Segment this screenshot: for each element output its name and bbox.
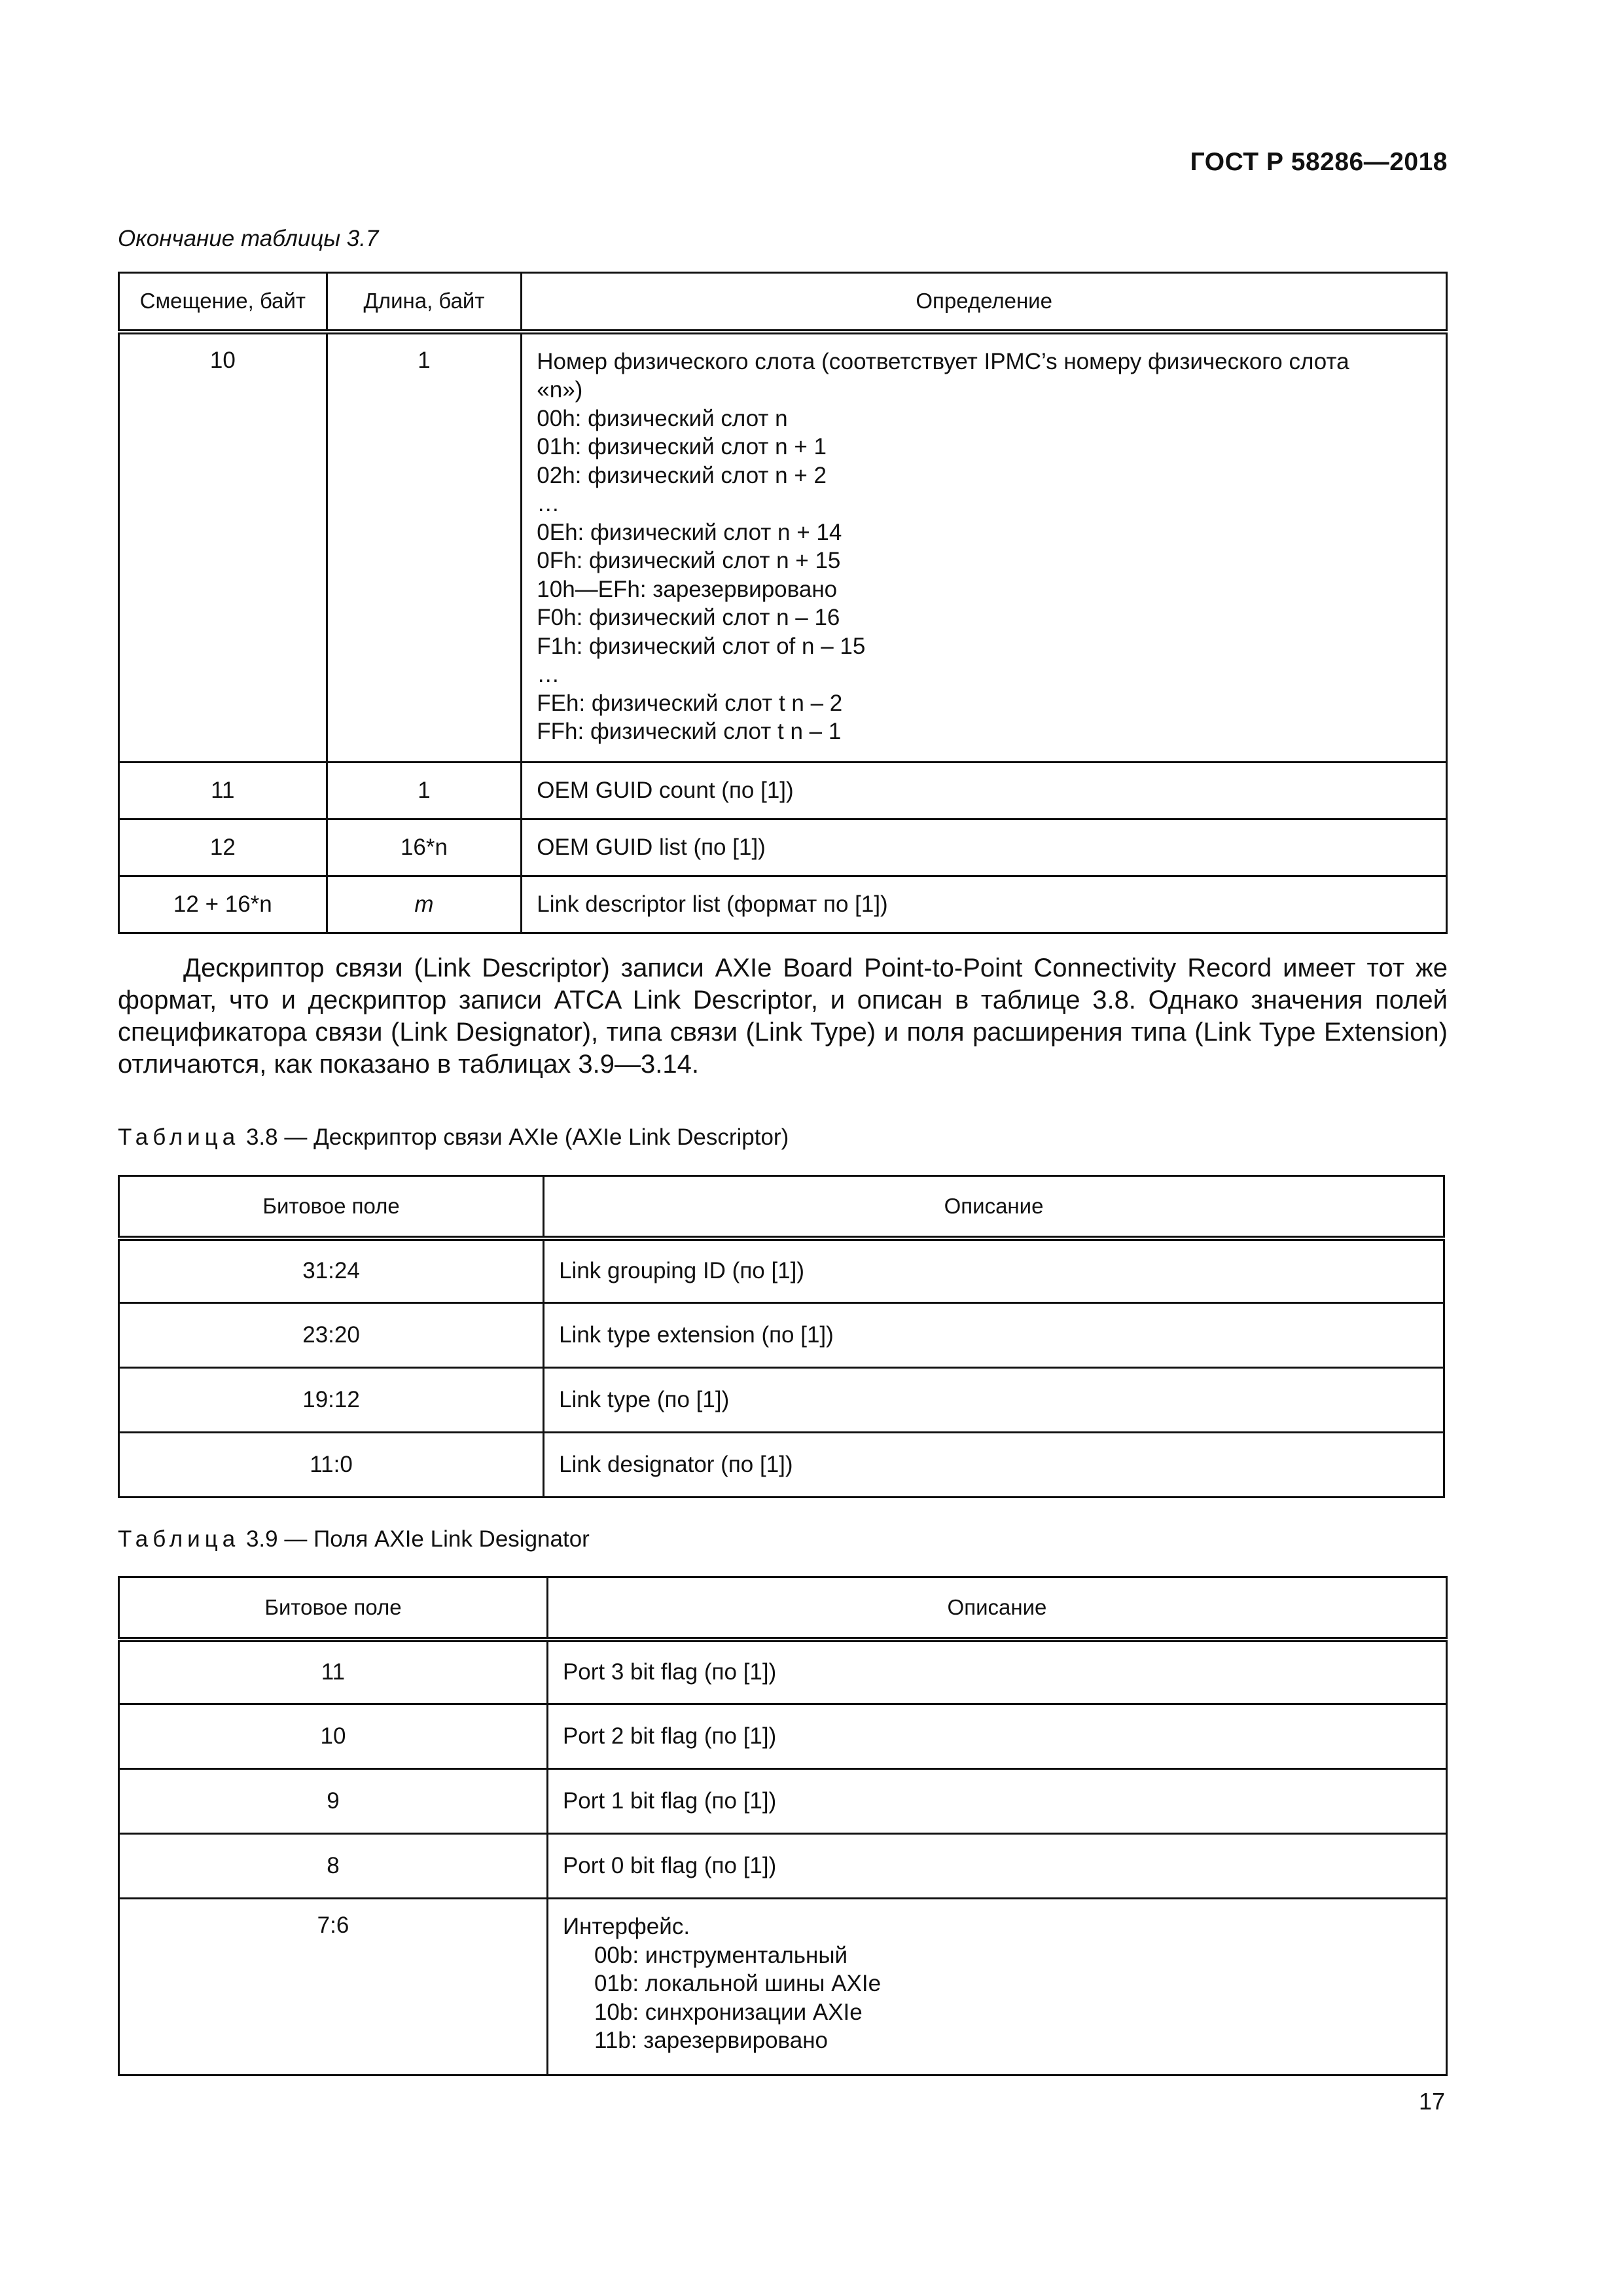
- table-caption-text: 3.8 — Дескриптор связи AXIe (AXIe Link Descriptor): [245, 1124, 789, 1150]
- definition-cell: Link descriptor list (формат по [1]): [522, 876, 1447, 933]
- table-row: [119, 1640, 1447, 1704]
- definition-line: F0h: физический слот n – 16: [537, 605, 840, 630]
- table-3-8: [118, 1175, 1445, 1498]
- length-cell: 1: [327, 762, 522, 819]
- table-caption-label: Таблица: [118, 1124, 240, 1150]
- column-header-bit-field: Битовое поле: [119, 1176, 544, 1238]
- description-cell: Link type (по [1]): [544, 1368, 1444, 1433]
- definition-line: 00h: физический слот n: [537, 405, 788, 431]
- bit-field-cell: 11: [119, 1640, 548, 1704]
- length-cell: 1: [327, 332, 522, 762]
- definition-line: Номер физического слота (соответствует IPMC’s номеру физического слота: [537, 348, 1349, 374]
- definition-line: FEh: физический слот t n – 2: [537, 690, 843, 716]
- table-caption-label: Таблица: [118, 1526, 240, 1552]
- table-row: [119, 1303, 1444, 1368]
- definition-line: «n»): [537, 377, 583, 403]
- table-row: [119, 1238, 1444, 1303]
- table-row: [119, 1368, 1444, 1433]
- definition-line: 02h: физический слот n + 2: [537, 462, 827, 488]
- body-paragraph-text: Дескриптор связи (Link Descriptor) записи AXIe Board Point-to-Point Connectivity Record имеет тот же формат, что и дескриптор записи ATCA Link Descriptor, и описан в таблице 3.8. Однако значения полей спецификатора связи (Link Designator), типа связи (Link Type) и поля расширения типа (Link Type Extension) отличаются, как показано в таблицах 3.9—3.14.: [118, 954, 1448, 1079]
- offset-cell: 10: [119, 332, 327, 762]
- bit-field-cell: 8: [119, 1834, 548, 1899]
- bit-field-cell: 9: [119, 1769, 548, 1834]
- description-cell: Link grouping ID (по [1]): [544, 1238, 1444, 1303]
- definition-line: …: [537, 491, 560, 516]
- bit-field-cell: 11:0: [119, 1433, 544, 1498]
- offset-cell: 12: [119, 819, 327, 876]
- description-cell: Port 2 bit flag (по [1]): [547, 1704, 1446, 1769]
- description-cell: [547, 1899, 1446, 2075]
- description-line: 01b: локальной шины AXIe: [594, 1971, 882, 1996]
- description-cell: Port 0 bit flag (по [1]): [547, 1834, 1446, 1899]
- definition-cell: OEM GUID list (по [1]): [522, 819, 1447, 876]
- document-code: ГОСТ Р 58286—2018: [1190, 148, 1448, 176]
- description-cell: Port 1 bit flag (по [1]): [547, 1769, 1446, 1834]
- table-3-9-caption: [118, 1526, 590, 1552]
- length-cell: m: [327, 876, 522, 933]
- table-row: [119, 762, 1447, 819]
- definition-cell: OEM GUID count (по [1]): [522, 762, 1447, 819]
- bit-field-cell: 10: [119, 1704, 548, 1769]
- length-cell: 16*n: [327, 819, 522, 876]
- column-header-bit-field: Битовое поле: [119, 1577, 548, 1640]
- description-line: 00b: инструментальный: [594, 1942, 848, 1968]
- bit-field-cell: 7:6: [119, 1899, 548, 2075]
- table-caption-text: 3.9 — Поля AXIe Link Designator: [245, 1526, 590, 1552]
- definition-line: FFh: физический слот t n – 1: [537, 719, 842, 744]
- description-cell: Link designator (по [1]): [544, 1433, 1444, 1498]
- definition-line: …: [537, 662, 560, 687]
- column-header-offset: Смещение, байт: [119, 273, 327, 332]
- offset-cell: 12 + 16*n: [119, 876, 327, 933]
- description-line: 10b: синхронизации AXIe: [594, 1999, 863, 2025]
- column-header-definition: Определение: [522, 273, 1447, 332]
- table-row: [119, 1704, 1447, 1769]
- table-row: [119, 1769, 1447, 1834]
- bit-field-cell: 19:12: [119, 1368, 544, 1433]
- column-header-length: Длина, байт: [327, 273, 522, 332]
- table-3-7-caption: Окончание таблицы 3.7: [118, 226, 379, 251]
- column-header-description: Описание: [544, 1176, 1444, 1238]
- body-paragraph: [118, 952, 1448, 1081]
- description-cell: Port 3 bit flag (по [1]): [547, 1640, 1446, 1704]
- table-3-8-caption: [118, 1124, 789, 1151]
- definition-line: F1h: физический слот of n – 15: [537, 633, 866, 659]
- table-row: [119, 332, 1447, 762]
- bit-field-cell: 31:24: [119, 1238, 544, 1303]
- description-line: 11b: зарезервировано: [594, 2028, 828, 2053]
- definition-line: 01h: физический слот n + 1: [537, 434, 827, 459]
- table-3-7: [118, 272, 1448, 934]
- definition-line: 10h—EFh: зарезервировано: [537, 576, 838, 602]
- offset-cell: 11: [119, 762, 327, 819]
- table-row: [119, 876, 1447, 933]
- description-line: Интерфейс.: [562, 1914, 690, 1939]
- page-number: 17: [1418, 2088, 1445, 2115]
- table-row: [119, 1433, 1444, 1498]
- definition-line: 0Fh: физический слот n + 15: [537, 548, 841, 573]
- definition-line: 0Eh: физический слот n + 14: [537, 519, 842, 545]
- table-row: [119, 819, 1447, 876]
- definition-cell: [522, 332, 1447, 762]
- table-3-9: [118, 1576, 1448, 2076]
- table-row: [119, 1899, 1447, 2075]
- column-header-description: Описание: [547, 1577, 1446, 1640]
- description-cell: Link type extension (по [1]): [544, 1303, 1444, 1368]
- table-row: [119, 1834, 1447, 1899]
- bit-field-cell: 23:20: [119, 1303, 544, 1368]
